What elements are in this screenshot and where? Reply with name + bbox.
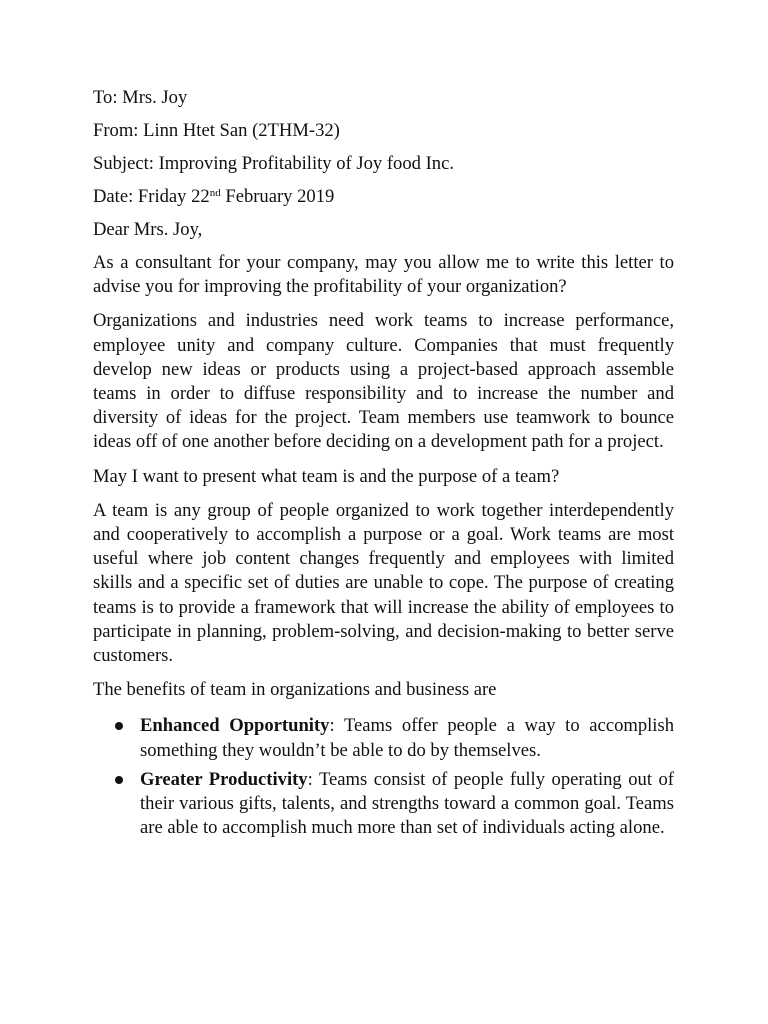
paragraph-teams-need: Organizations and industries need work teams to increase performance, employee unity and company culture. Companies that must frequently develop new ideas or products using a project-based approach assemble teams in order to diffuse responsibility and to increase the number and diversity of ideas for the project. Team members use teamwork to bounce ideas off of one another before deciding on a development path for a project. [93, 310, 674, 453]
benefit-text: : Teams offer people a way to accomplish something they wouldn’t be able to do by themselves. [140, 715, 674, 761]
date-line [93, 185, 674, 209]
benefits-list [93, 714, 674, 840]
paragraph-team-definition: A team is any group of people organized to work together interdependently and cooperatively to accomplish a purpose or a goal. Work teams are most useful where job content changes frequently and employees with limited skills and a specific set of duties are unable to cope. The purpose of creating teams is to provide a framework that will increase the ability of employees to participate in planning, problem-solving, and decision-making to better serve customers. [93, 499, 674, 667]
subject-line: Subject: Improving Profitability of Joy food Inc. [93, 153, 454, 174]
paragraph-intro: As a consultant for your company, may you allow me to write this letter to advise you for improving the profitability of your organization? [93, 252, 674, 298]
salutation: Dear Mrs. Joy, [93, 219, 203, 240]
paragraph-question: May I want to present what team is and the purpose of a team? [93, 465, 560, 487]
benefit-term: Enhanced Opportunity [140, 715, 330, 737]
letter-body [93, 86, 674, 845]
date-prefix: Date: Friday 22 [93, 186, 210, 207]
benefit-text: : Teams consist of people fully operating out of their various gifts, talents, and strengths toward a common goal. Teams are able to accomplish much more than set of individuals acting alone. [140, 768, 674, 839]
bullet-icon [115, 722, 123, 730]
benefit-term: Greater Productivity [140, 768, 308, 790]
paragraph-benefits-intro: The benefits of team in organizations and business are [93, 679, 497, 701]
date-rest: February 2019 [220, 186, 335, 207]
date-ordinal-suffix: nd [209, 187, 221, 199]
bullet-icon [115, 776, 123, 784]
benefit-item-greater-productivity [93, 768, 674, 841]
to-line: To: Mrs. Joy [93, 87, 188, 108]
benefit-item-enhanced-opportunity [93, 714, 674, 762]
from-line: From: Linn Htet San (2THM-32) [93, 120, 340, 141]
